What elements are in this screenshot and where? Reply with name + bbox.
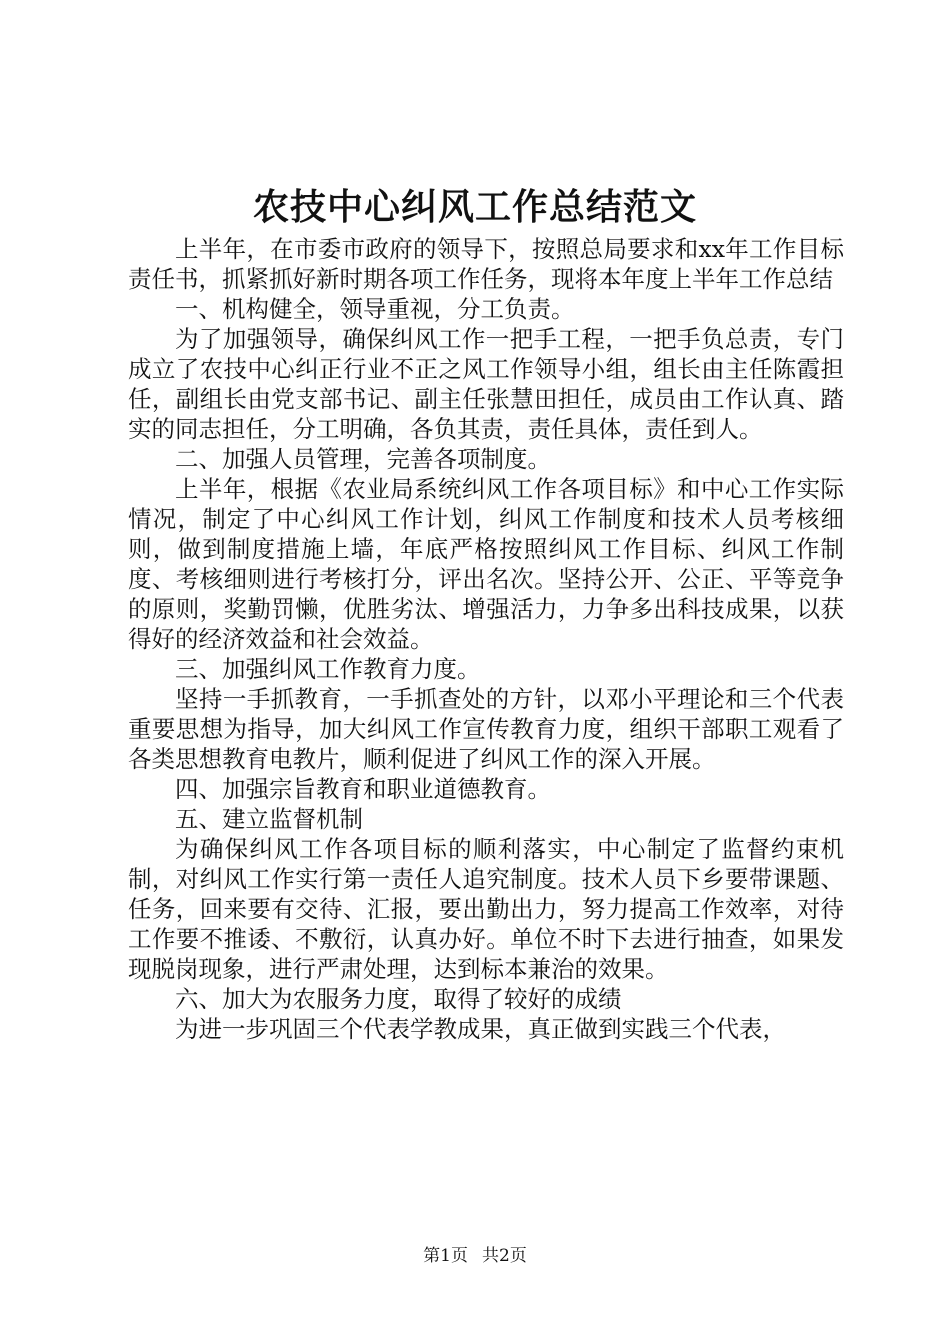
heading-section-6: 六、加大为农服务力度，取得了较好的成绩 [175,985,622,1013]
page-footer [0,1244,950,1268]
paragraph-intro: 上半年，在市委市政府的领导下，按照总局要求和xx年工作目标责任书，抓紧抓好新时期各项工作任务，现将本年度上半年工作总结 [128,235,844,293]
paragraph-section-2: 上半年，根据《农业局系统纠风工作各项目标》和中心工作实际情况，制定了中心纠风工作计划，纠风工作制度和技术人员考核细则，做到制度措施上墙，年底严格按照纠风工作目标、纠风工作制度、考核细则进行考核打分，评出名次。坚持公开、公正、平等竞争的原则，奖勤罚懒，优胜劣汰、增强活力，力争多出科技成果，以获得好的经济效益和社会效益。 [128,475,844,653]
paragraph-section-1: 为了加强领导，确保纠风工作一把手工程，一把手负总责，专门成立了农技中心纠正行业不正之风工作领导小组，组长由主任陈霞担任，副组长由党支部书记、副主任张慧田担任，成员由工作认真、踏实的同志担任，分工明确，各负其责，责任具体，责任到人。 [128,325,844,443]
paragraph-section-6: 为进一步巩固三个代表学教成果，真正做到实践三个代表， [175,1015,786,1043]
paragraph-section-3: 坚持一手抓教育，一手抓查处的方针，以邓小平理论和三个代表重要思想为指导，加大纠风工作宣传教育力度，组织干部职工观看了各类思想教育电教片，顺利促进了纠风工作的深入开展。 [128,685,844,773]
page-number-current: 第1页 [423,1246,468,1266]
heading-section-4: 四、加强宗旨教育和职业道德教育。 [175,775,551,803]
page-number-total: 共2页 [482,1246,527,1266]
document-title: 农技中心纠风工作总结范文 [252,186,697,228]
paragraph-section-5: 为确保纠风工作各项目标的顺利落实，中心制定了监督约束机制，对纠风工作实行第一责任人追究制度。技术人员下乡要带课题、任务，回来要有交待、汇报，要出勤出力，努力提高工作效率，对待工作要不推诿、不敷衍，认真办好。单位不时下去进行抽查，如果发现脱岗现象，进行严肃处理，达到标本兼治的效果。 [128,835,844,983]
heading-section-1: 一、机构健全，领导重视，分工负责。 [175,295,575,323]
heading-section-5: 五、建立监督机制 [175,805,363,833]
heading-section-2: 二、加强人员管理，完善各项制度。 [175,445,551,473]
document-body [128,234,844,1044]
heading-section-3: 三、加强纠风工作教育力度。 [175,655,481,683]
